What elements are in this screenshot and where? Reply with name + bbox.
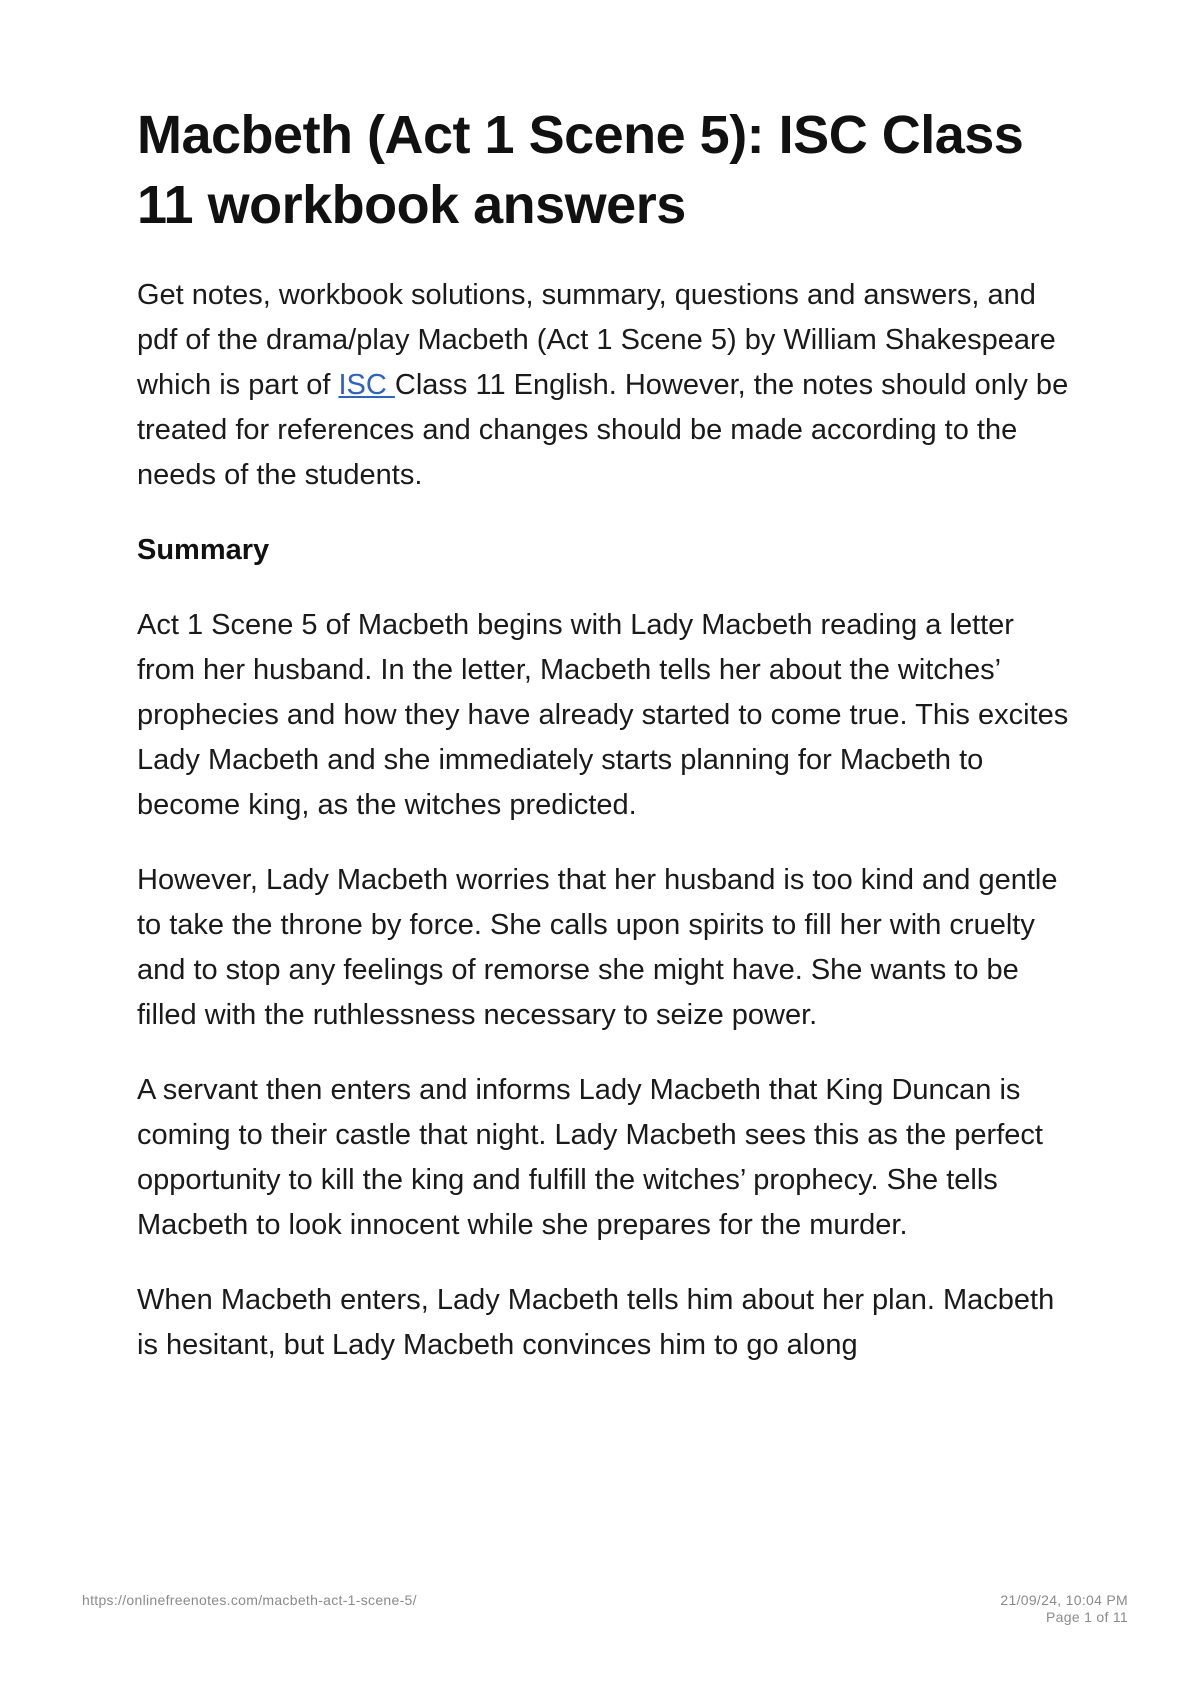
summary-paragraph-4: When Macbeth enters, Lady Macbeth tells him about her plan. Macbeth is hesitant, but Lady Macbeth convinces him to go along — [137, 1284, 1055, 1361]
summary-paragraph-3: A servant then enters and informs Lady Macbeth that King Duncan is coming to their castle that night. Lady Macbeth sees this as the perfect opportunity to kill the king and fulfill the witches’ prophecy. She tells Macbeth to look innocent while she prepares for the murder. — [137, 1074, 1043, 1241]
footer-page-number: Page 1 of 11 — [1046, 1609, 1128, 1625]
footer-url: https://onlinefreenotes.com/macbeth-act-1-scene-5/ — [82, 1592, 417, 1608]
page-content — [137, 100, 1077, 1368]
summary-paragraph-2: However, Lady Macbeth worries that her husband is too kind and gentle to take the throne by force. She calls upon spirits to fill her with cruelty and to stop any feelings of remorse she might have. She wants to be filled with the ruthlessness necessary to seize power. — [137, 864, 1058, 1031]
footer-meta — [1000, 1592, 1128, 1626]
summary-paragraph-1: Act 1 Scene 5 of Macbeth begins with Lady Macbeth reading a letter from her husband. In the letter, Macbeth tells her about the witches’ prophecies and how they have already started to come true. This excites Lady Macbeth and she immediately starts planning for Macbeth to become king, as the witches predicted. — [137, 609, 1069, 821]
intro-text-before-link: Get notes, workbook solutions, summary, questions and answers, and pdf of the drama/play Macbeth (Act 1 Scene 5) by William Shakespeare which is part of — [137, 279, 1056, 401]
summary-heading: Summary — [137, 534, 270, 566]
intro-text-after-link: Class 11 English. However, the notes should only be treated for references and changes should be made according to the needs of the students. — [137, 369, 1069, 491]
page-title: Macbeth (Act 1 Scene 5): ISC Class 11 workbook answers — [137, 105, 1024, 235]
footer-datetime: 21/09/24, 10:04 PM — [1000, 1592, 1128, 1608]
isc-link[interactable]: ISC — [338, 369, 395, 401]
intro-paragraph — [137, 273, 1077, 498]
